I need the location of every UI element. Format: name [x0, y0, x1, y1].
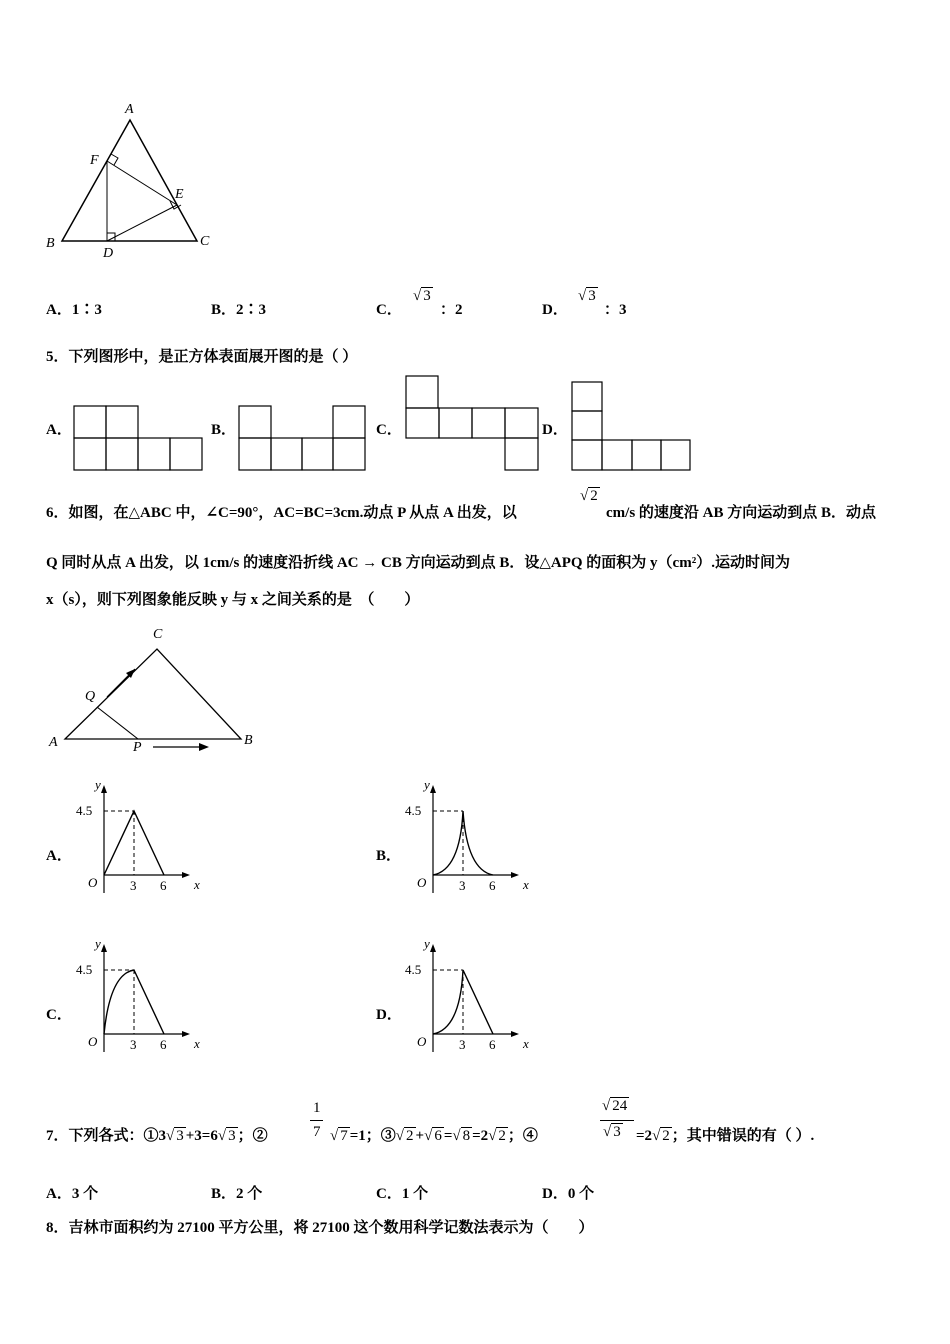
x-label: x — [523, 877, 529, 892]
q7-p5: = — [443, 1128, 453, 1144]
ymax-label: 4.5 — [76, 962, 93, 977]
q6-sqrt2: √ 2 — [580, 488, 598, 504]
option-text: 2 个 — [236, 1186, 263, 1202]
q6-triangle-svg — [45, 625, 275, 765]
tick-6-label: 6 — [489, 1037, 496, 1052]
radicand: 3 — [613, 1124, 621, 1140]
radicand: 6 — [434, 1128, 442, 1144]
vertex-c-label: C — [200, 234, 210, 249]
tick-3-label: 3 — [459, 1037, 466, 1052]
radicand: 3 — [423, 288, 431, 304]
x-label: x — [194, 1036, 200, 1051]
q4-option-a[interactable] — [46, 298, 102, 319]
q7-prefix: 7．下列各式：①3 — [46, 1128, 167, 1144]
q5-option-b-label[interactable]: B． — [211, 422, 237, 438]
q6-line2: Q 同时从点 A 出发，以 1cm/s 的速度沿折线 AC → CB 方向运动到点 B．设△APQ 的面积为 y（cm²）.运动时间为 — [46, 555, 790, 571]
radicand: 24 — [612, 1098, 628, 1114]
q6-graph-b[interactable] — [405, 775, 535, 895]
q7-option-c[interactable] — [376, 1182, 428, 1203]
q7-p6: =2 — [472, 1128, 489, 1144]
vertex-e-label: E — [175, 187, 184, 202]
y-label: y — [95, 777, 101, 792]
radicand: 2 — [498, 1128, 506, 1144]
tick-6-label: 6 — [489, 878, 496, 893]
q6-line3: x（s），则下列图象能反映 y 与 x 之间关系的是 （ ） — [46, 592, 420, 608]
option-letter: A． — [46, 302, 72, 318]
q7-stem-2 — [330, 1124, 538, 1145]
q5-option-a-label[interactable]: A． — [46, 422, 72, 438]
y-axis-arrow — [430, 785, 436, 793]
q4-option-c-radical: √ 3 — [413, 288, 431, 304]
tick-3-label: 3 — [130, 878, 137, 893]
q7-option-d[interactable] — [542, 1182, 594, 1203]
q7-sqrt2-c: √ 2 — [652, 1128, 670, 1144]
radicand: 7 — [340, 1128, 348, 1144]
option-text: 3 个 — [71, 1186, 99, 1202]
y-axis-arrow — [430, 944, 436, 952]
q7-sqrt3-b: √ 3 — [217, 1128, 236, 1144]
q4-option-d-radical: √ 3 — [578, 288, 596, 304]
origin-label: O — [417, 875, 427, 890]
q7-p2: ；② — [237, 1128, 268, 1144]
x-axis-arrow — [511, 872, 519, 878]
q6-option-b-label[interactable]: B． — [376, 848, 402, 864]
radicand: 3 — [588, 288, 596, 304]
q6-line1-b: cm/s 的速度沿 AB 方向运动到点 B．动点 — [606, 505, 877, 521]
q6-graph-c[interactable] — [76, 934, 206, 1054]
q7-p7: ；④ — [507, 1128, 538, 1144]
q7-sqrt8: √ 8 — [452, 1128, 471, 1144]
x-label: x — [194, 877, 200, 892]
q7-frac-bar-2 — [600, 1120, 634, 1121]
radicand: 2 — [662, 1128, 670, 1144]
q7-suffix: ；其中错误的有（ ）. — [671, 1128, 815, 1144]
q6-option-d-label[interactable]: D． — [376, 1007, 402, 1023]
q8-stem: 8．吉林市面积约为 27100 平方公里，将 27100 这个数用科学记数法表示为（ ） — [46, 1220, 594, 1236]
origin-label: O — [88, 875, 98, 890]
radicand: 3 — [176, 1128, 184, 1144]
y-label: y — [95, 936, 101, 951]
option-letter: D． — [542, 302, 568, 318]
vertex-d-label: D — [103, 246, 114, 261]
option-text: 0 个 — [567, 1186, 595, 1202]
q6-line1-a: 6．如图，在△ABC 中，∠C=90°，AC=BC=3cm.动点 P 从点 A 出发，以 — [46, 505, 517, 521]
option-text: 2∶3 — [236, 302, 267, 318]
q5-option-d-label[interactable]: D． — [542, 422, 568, 438]
graph-svg — [76, 775, 206, 895]
q6-graph-d[interactable] — [405, 934, 535, 1054]
vertex-a-label: A — [125, 102, 134, 117]
q7-stem — [46, 1124, 268, 1154]
q7-sqrt24: √ 24 — [602, 1098, 628, 1114]
option-letter: C． — [376, 1186, 402, 1202]
q6-point-q: Q — [85, 689, 96, 704]
q7-sqrt2-a: √ 2 — [395, 1128, 414, 1144]
option-letter: A． — [46, 1186, 72, 1202]
option-letter: D． — [542, 1186, 568, 1202]
q5-net-d[interactable] — [571, 381, 693, 471]
x-axis-arrow — [182, 872, 190, 878]
q6-vertex-a: A — [49, 735, 58, 750]
q7-sqrt7: √ 7 — [330, 1128, 348, 1144]
q7-frac-bar — [310, 1120, 323, 1121]
option-letter: B． — [211, 302, 237, 318]
graph-svg — [405, 934, 535, 1054]
tick-3-label: 3 — [459, 878, 466, 893]
q4-option-c[interactable] — [376, 298, 402, 319]
q6-line1 — [46, 501, 517, 522]
option-letter: B． — [211, 1186, 237, 1202]
y-axis-arrow — [101, 785, 107, 793]
option-text: 1∶3 — [71, 302, 102, 318]
graph-svg — [405, 775, 535, 895]
q7-stem-3 — [636, 1124, 814, 1145]
q7-frac-den: 7 — [313, 1124, 321, 1140]
q4-option-b[interactable] — [211, 298, 266, 319]
radicand: 3 — [228, 1128, 236, 1144]
x-axis-arrow — [182, 1031, 190, 1037]
tick-6-label: 6 — [160, 878, 167, 893]
q6-point-p: P — [133, 740, 142, 755]
origin-label: O — [88, 1034, 98, 1049]
x-axis-arrow — [511, 1031, 519, 1037]
q5-stem: 5．下列图形中，是正方体表面展开图的是（ ） — [46, 349, 358, 365]
radicand: 2 — [590, 488, 598, 504]
option-letter: C． — [376, 302, 402, 318]
q6-figure — [45, 625, 275, 765]
ymax-label: 4.5 — [405, 803, 422, 818]
graph-svg — [76, 934, 206, 1054]
q7-sqrt6: √ 6 — [424, 1128, 442, 1144]
tick-6-label: 6 — [160, 1037, 167, 1052]
q4-option-c-text: ：2 — [440, 302, 463, 318]
q5-net-c[interactable] — [405, 375, 540, 471]
radicand: 8 — [462, 1128, 471, 1144]
q4-triangle-svg — [40, 108, 220, 268]
q7-option-a[interactable] — [46, 1182, 98, 1203]
q6-graph-a[interactable] — [76, 775, 206, 895]
tick-3-label: 3 — [130, 1037, 137, 1052]
q7-option-b[interactable] — [211, 1182, 262, 1203]
q6-option-a-label[interactable]: A． — [46, 848, 72, 864]
q6-vertex-b: B — [244, 733, 253, 748]
q7-sqrt2-b: √ 2 — [488, 1128, 506, 1144]
q7-p3: =1；③ — [349, 1128, 396, 1144]
origin-label: O — [417, 1034, 427, 1049]
q4-option-d-text: ：3 — [604, 302, 627, 318]
vertex-b-label: B — [46, 236, 55, 251]
q6-vertex-c: C — [153, 627, 163, 642]
q6-option-c-label[interactable]: C． — [46, 1007, 72, 1023]
q5-option-c-label[interactable]: C． — [376, 422, 402, 438]
ymax-label: 4.5 — [405, 962, 422, 977]
q7-p4: + — [415, 1128, 425, 1144]
option-text: 1 个 — [401, 1186, 429, 1202]
q7-p1: +3=6 — [185, 1128, 218, 1144]
vertex-f-label: F — [90, 153, 99, 168]
radicand: 2 — [406, 1128, 414, 1144]
q5-net-b[interactable] — [239, 405, 369, 471]
q7-frac-num: 1 — [313, 1100, 321, 1116]
q7-sqrt3-den: √ 3 — [603, 1124, 621, 1140]
y-axis-arrow — [101, 944, 107, 952]
q4-option-d[interactable] — [542, 298, 568, 319]
y-label: y — [424, 777, 430, 792]
x-label: x — [523, 1036, 529, 1051]
q7-p8: =2 — [636, 1128, 653, 1144]
q5-net-a[interactable] — [74, 405, 204, 471]
q4-figure — [40, 102, 220, 268]
y-label: y — [424, 936, 430, 951]
q7-sqrt3-a: √ 3 — [166, 1128, 184, 1144]
ymax-label: 4.5 — [76, 803, 93, 818]
